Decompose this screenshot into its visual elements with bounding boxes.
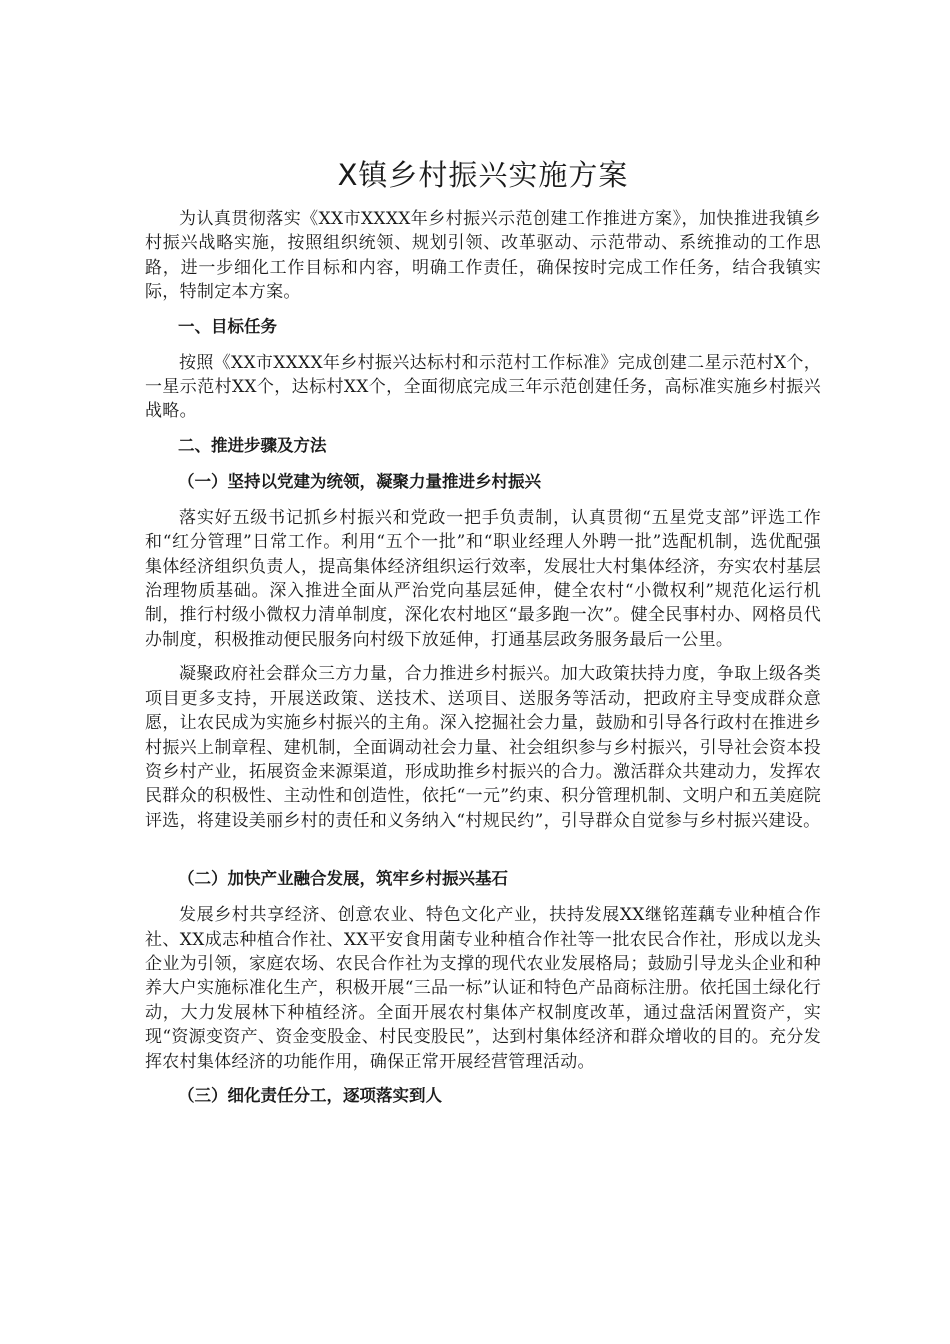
subsection-heading-party-building: （一）坚持以党建为统领，凝聚力量推进乡村振兴 (178, 471, 541, 491)
party-building-paragraph-1: 落实好五级书记抓乡村振兴和党政一把手负责制，认真贯彻“五星党支部”评选工作和“红分管理”日常工作。利用“五个一批”和“职业经理人外聘一批”选配机制，选优配强集体经济组织负责人，提高集体经济组织运行效率，发展壮大村集体经济，夯实农村基层治理物质基础。深入推进全面从严治党向基层延伸，健全农村“小微权利”规范化运行机制，推行村级小微权力清单制度，深化农村地区“最多跑一次”。健全民事村办、网格员代办制度，积极推动便民服务向村级下放延伸，打通基层政务服务最后一公里。 (145, 507, 821, 650)
intro-paragraph: 为认真贯彻落实《XX市XXXX年乡村振兴示范创建工作推进方案》，加快推进我镇乡村振兴战略实施，按照组织统领、规划引领、改革驱动、示范带动、系统推动的工作思路，进一步细化工作目标和内容，明确工作责任，确保按时完成工作任务，结合我镇实际，特制定本方案。 (145, 209, 821, 303)
goals-paragraph: 按照《XX市XXXX年乡村振兴达标村和示范村工作标准》完成创建二星示范村X个，一星示范村XX个，达标村XX个，全面彻底完成三年示范创建任务，高标准实施乡村振兴战略。 (145, 352, 821, 422)
section-heading-goals: 一、目标任务 (178, 316, 277, 336)
industry-paragraph: 发展乡村共享经济、创意农业、特色文化产业，扶持发展XX继铭莲藕专业种植合作社、XX成志种植合作社、XX平安食用菌专业种植合作社等一批农民合作社，形成以龙头企业为引领，家庭农场、农民合作社为支撑的现代农业发展格局；鼓励引导龙头企业和种养大户实施标准化生产，积极开展“三品一标”认证和特色产品商标注册。依托国土绿化行动，大力发展林下种植经济。全面开展农村集体产权制度改革，通过盘活闲置资产，实现“资源变资产、资金变股金、村民变股民”，达到村集体经济和群众增收的目的。充分发挥农村集体经济的功能作用，确保正常开展经营管理活动。 (145, 905, 821, 1072)
party-building-paragraph-2: 凝聚政府社会群众三方力量，合力推进乡村振兴。加大政策扶持力度，争取上级各类项目更多支持，开展送政策、送技术、送项目、送服务等活动，把政府主导变成群众意愿，让农民成为实施乡村振兴的主角。深入挖掘社会力量，鼓励和引导各行政村在推进乡村振兴上制章程、建机制，全面调动社会力量、社会组织参与乡村振兴，引导社会资本投资乡村产业，拓展资金来源渠道，形成助推乡村振兴的合力。激活群众共建动力，发挥农民群众的积极性、主动性和创造性，依托“一元”约束、积分管理机制、文明户和五美庭院评选，将建设美丽乡村的责任和义务纳入“村规民约”，引导群众自觉参与乡村振兴建设。 (145, 664, 821, 831)
spacer (145, 843, 821, 865)
document-content (145, 153, 821, 1120)
subsection-heading-industry: （二）加快产业融合发展，筑牢乡村振兴基石 (178, 869, 508, 889)
subsection-heading-responsibility: （三）细化责任分工，逐项落实到人 (178, 1085, 442, 1105)
document-title: X镇乡村振兴实施方案 (337, 158, 629, 192)
section-heading-steps: 二、推进步骤及方法 (178, 435, 327, 455)
